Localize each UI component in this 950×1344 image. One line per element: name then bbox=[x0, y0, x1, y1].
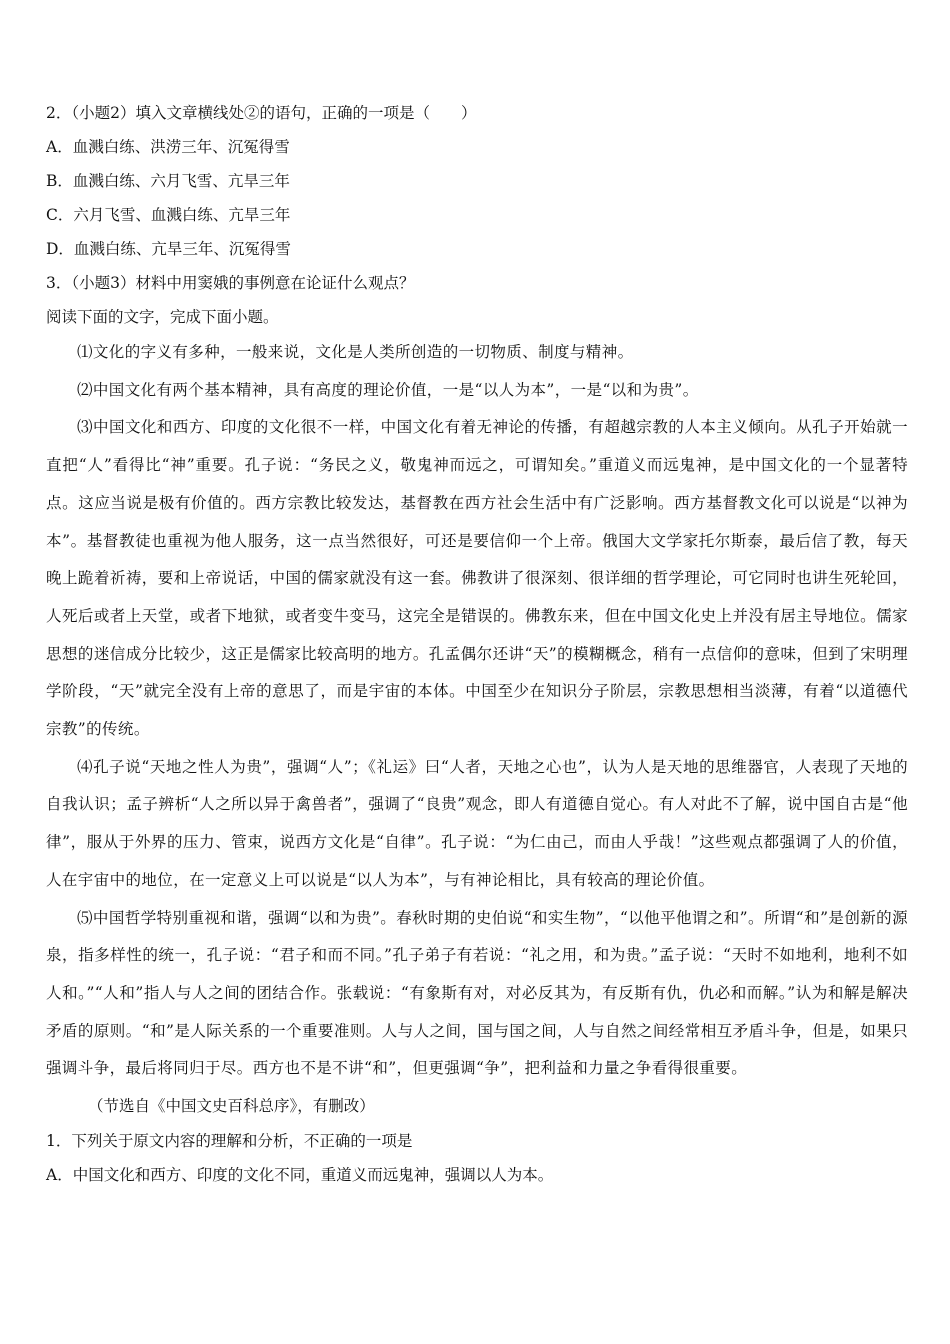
question-3-stem: 3．（小题3）材料中用窦娥的事例意在论证什么观点？ bbox=[46, 274, 415, 292]
passage-paragraph-2: ⑵中国文化有两个基本精神，具有高度的理论价值，一是“以人为本”，一是“以和为贵”。 bbox=[77, 380, 699, 399]
passage-paragraph-3: ⑶中国文化和西方、印度的文化很不一样，中国文化有着无神论的传播，有超越宗教的人本主义倾向。从孔子开始就一直把“人”看得比“神”重要。孔子说：“务民之义，敬鬼神而远之，可谓知矣。”重道义而远鬼神，是中国文化的一个显著特点。这应当说是极有价值的。西方宗教比较发达，基督教在西方社会生活中有广泛影响。西方基督教文化可以说是“以神为本”。基督教徒也重视为他人服务，这一点当然很好，可还是要信仰一个上帝。俄国大文学家托尔斯泰，最后信了教，每天晚上跪着祈祷，要和上帝说话，中国的儒家就没有这一套。佛教讲了很深刻、很详细的哲学理论，可它同时也讲生死轮回，人死后或者上天堂，或者下地狱，或者变牛变马，这完全是错误的。佛教东来，但在中国文化史上并没有居主导地位。儒家思想的迷信成分比较少，这正是儒家比较高明的地方。孔孟偶尔还讲“天”的模糊概念，稍有一点信仰的意味，但到了宋明理学阶段，“天”就完全没有上帝的意思了，而是宇宙的本体。中国至少在知识分子阶层，宗教思想相当淡薄，有着“以道德代宗教”的传统。 bbox=[46, 418, 908, 739]
passage-paragraph-5: ⑸中国哲学特别重视和谐，强调“以和为贵”。春秋时期的史伯说“和实生物”，“以他平他谓之和”。所谓“和”是创新的源泉，指多样性的统一，孔子说：“君子和而不同。”孔子弟子有若说：“礼之用，和为贵。”孟子说：“天时不如地利，地利不如人和。”“人和”指人与人之间的团结合作。张载说：“有象斯有对，对必反其为，有反斯有仇，仇必和而解。”认为和解是解决矛盾的原则。“和”是人际关系的一个重要准则。人与人之间，国与国之间，人与自然之间经常相互矛盾斗争，但是，如果只强调斗争，最后将同归于尽。西方也不是不讲“和”，但更强调“争”，把利益和力量之争看得很重要。 bbox=[46, 908, 908, 1078]
question-2-stem: 2．（小题2）填入文章横线处②的语句，正确的一项是（ ） bbox=[46, 104, 477, 122]
question-2-option-c: C．六月飞雪、血溅白练、亢旱三年 bbox=[46, 206, 291, 224]
document-page bbox=[46, 96, 908, 1192]
source-note: （节选自《中国文史百科总序》，有删改） bbox=[88, 1097, 375, 1116]
passage-paragraph-4: ⑷孔子说“天地之性人为贵”，强调“人”；《礼运》曰“人者，天地之心也”，认为人是天地的思维器官，人表现了天地的自我认识；孟子辨析“人之所以异于禽兽者”，强调了“良贵”观念，即人有道德自觉心。有人对此不了解，说中国自古是“他律”，服从于外界的压力、管束，说西方文化是“自律”。孔子说：“为仁由己，而由人乎哉！”这些观点都强调了人的价值，人在宇宙中的地位，在一定意义上可以说是“以人为本”，与有神论相比，具有较高的理论价值。 bbox=[46, 757, 908, 889]
reading-instruction: 阅读下面的文字，完成下面小题。 bbox=[46, 308, 279, 326]
question-2-option-a: A．血溅白练、洪涝三年、沉冤得雪 bbox=[46, 138, 290, 156]
passage-paragraph-1: ⑴文化的字义有多种，一般来说，文化是人类所创造的一切物质、制度与精神。 bbox=[77, 343, 634, 361]
question-2-option-d: D．血溅白练、亢旱三年、沉冤得雪 bbox=[46, 240, 291, 258]
question-1-stem: 1．下列关于原文内容的理解和分析，不正确的一项是 bbox=[46, 1132, 413, 1151]
question-1-option-a: A．中国文化和西方、印度的文化不同，重道义而远鬼神，强调以人为本。 bbox=[46, 1166, 554, 1185]
question-2-option-b: B．血溅白练、六月飞雪、亢旱三年 bbox=[46, 172, 290, 190]
